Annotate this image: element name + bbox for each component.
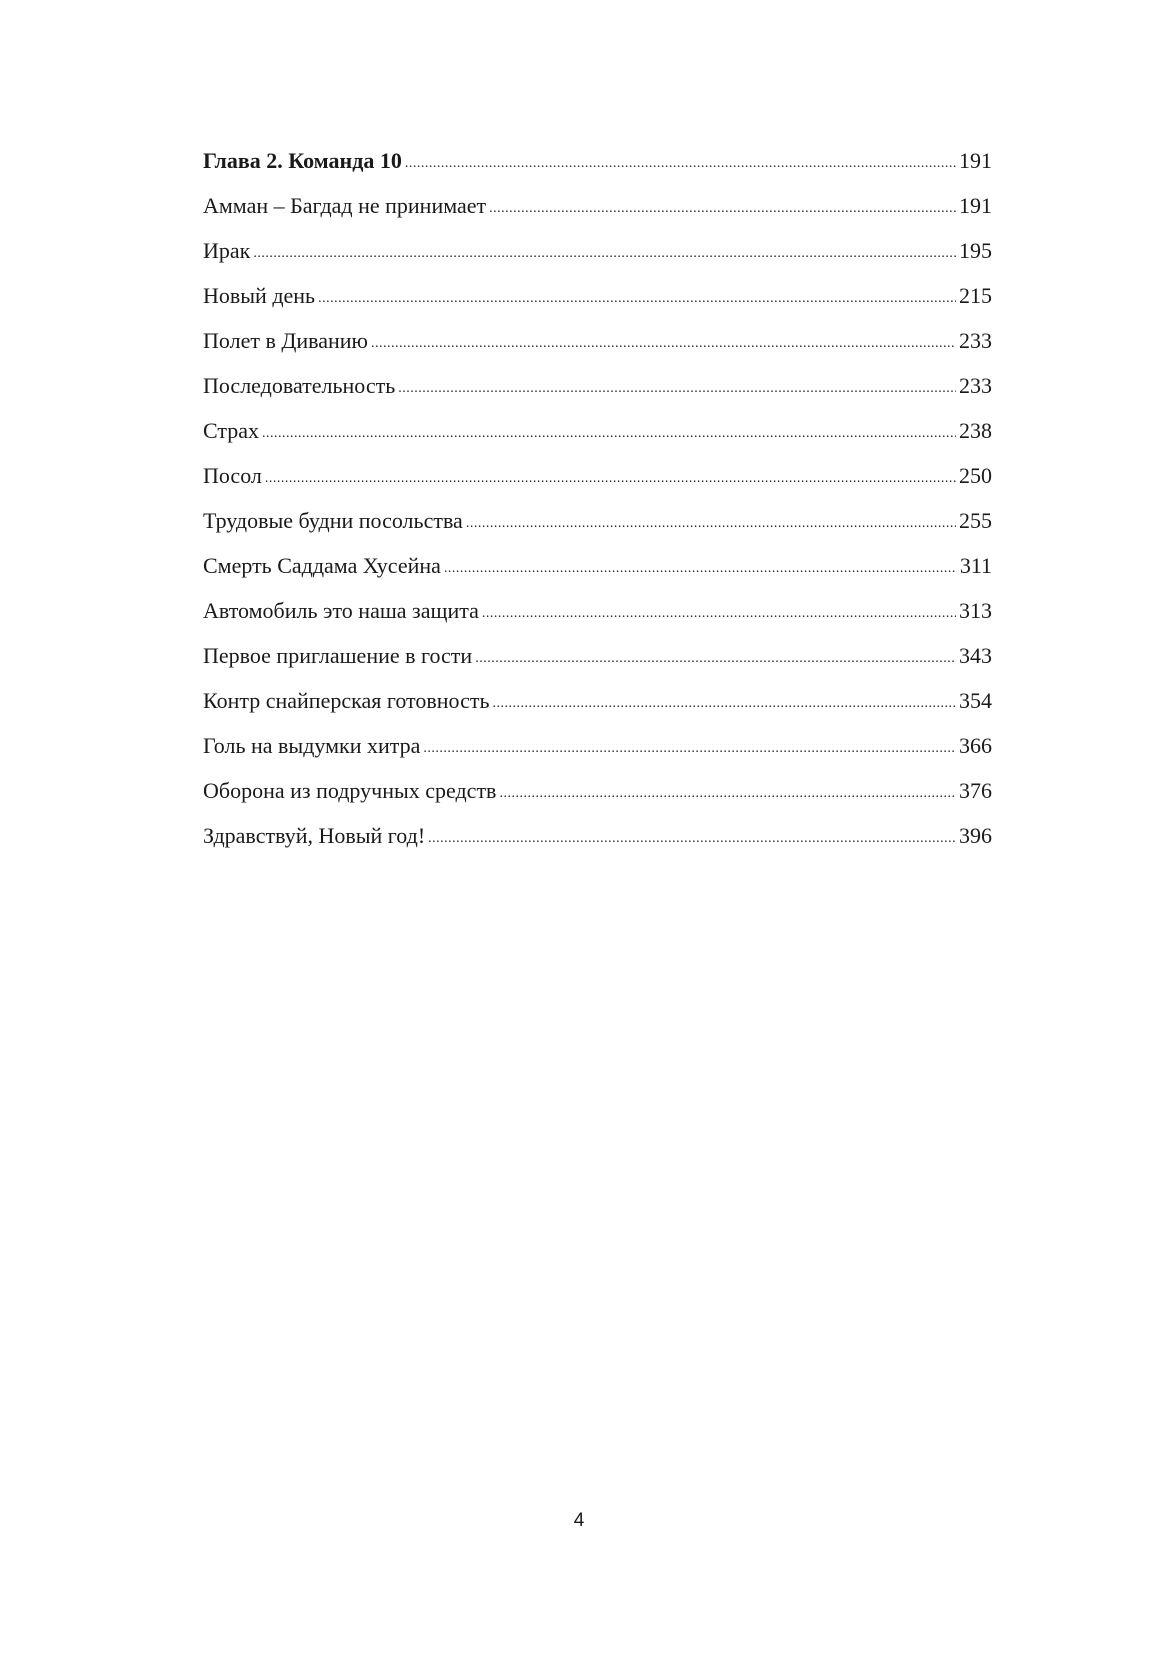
toc-entry[interactable] [203,327,992,372]
toc-entry-title: Смерть Саддама Хусейна [203,553,441,578]
toc-leader-dots [318,285,956,313]
toc-leader-dots [398,375,956,403]
toc-leader-dots [265,465,956,493]
toc-entry-chapter[interactable] [203,147,992,192]
toc-entry-title: Посол [203,463,262,488]
toc-leader-dots [475,645,956,673]
toc-entry[interactable] [203,507,992,552]
toc-leader-dots [423,735,956,763]
toc-entry-title: Глава 2. Команда 10 [203,148,402,173]
toc-entry[interactable] [203,822,992,867]
toc-entry-page: 233 [959,328,992,353]
toc-entry-title: Полет в Диванию [203,328,368,353]
toc-leader-dots [428,825,956,853]
toc-leader-dots [482,600,956,628]
toc-entry-page: 354 [959,688,992,713]
toc-entry-page: 313 [959,598,992,623]
toc-entry[interactable] [203,552,992,597]
toc-entry[interactable] [203,237,992,282]
toc-entry-title: Новый день [203,283,316,308]
page-number: 4 [573,1510,585,1531]
toc-entry-page: 195 [959,238,992,263]
toc-entry-title: Ирак [203,238,251,263]
toc-entry[interactable] [203,732,992,777]
toc-entry-page: 311 [959,553,992,578]
toc-leader-dots [262,420,956,448]
toc-leader-dots [492,690,956,718]
toc-entry[interactable] [203,687,992,732]
toc-entry-title: Здравствуй, Новый год! [203,823,426,848]
toc-entry-title: Оборона из подручных средств [203,778,497,803]
toc-leader-dots [405,150,956,178]
toc-entry-title: Последовательность [203,373,396,398]
toc-entry[interactable] [203,417,992,462]
toc-entry-title: Первое приглашение в гости [203,643,473,668]
toc-entry[interactable] [203,372,992,417]
toc-leader-dots [466,510,956,538]
toc-entry-title: Автомобиль это наша защита [203,598,479,623]
toc-entry[interactable] [203,642,992,687]
toc-entry-page: 191 [959,193,992,218]
toc-entry-page: 396 [959,823,992,848]
toc-entry-page: 238 [959,418,992,443]
toc-entry-title: Голь на выдумки хитра [203,733,421,758]
toc-leader-dots [499,780,956,808]
toc-entry[interactable] [203,282,992,327]
toc-entry-page: 343 [959,643,992,668]
toc-entry-title: Трудовые будни посольства [203,508,463,533]
toc-entry[interactable] [203,777,992,822]
toc-entry[interactable] [203,462,992,507]
toc-leader-dots [444,555,957,583]
toc-entry[interactable] [203,597,992,642]
toc-entry-page: 255 [959,508,992,533]
toc-entry-title: Контр снайперская готовность [203,688,490,713]
toc-entry-page: 376 [959,778,992,803]
toc-entry-page: 250 [959,463,992,488]
toc-entry-page: 215 [959,283,992,308]
table-of-contents [203,147,992,867]
toc-leader-dots [371,330,956,358]
toc-leader-dots [253,240,956,268]
toc-entry[interactable] [203,192,992,237]
toc-entry-page: 191 [959,148,992,173]
toc-leader-dots [489,195,956,223]
toc-entry-title: Страх [203,418,260,443]
toc-entry-title: Амман – Багдад не принимает [203,193,487,218]
toc-entry-page: 233 [959,373,992,398]
toc-entry-page: 366 [959,733,992,758]
